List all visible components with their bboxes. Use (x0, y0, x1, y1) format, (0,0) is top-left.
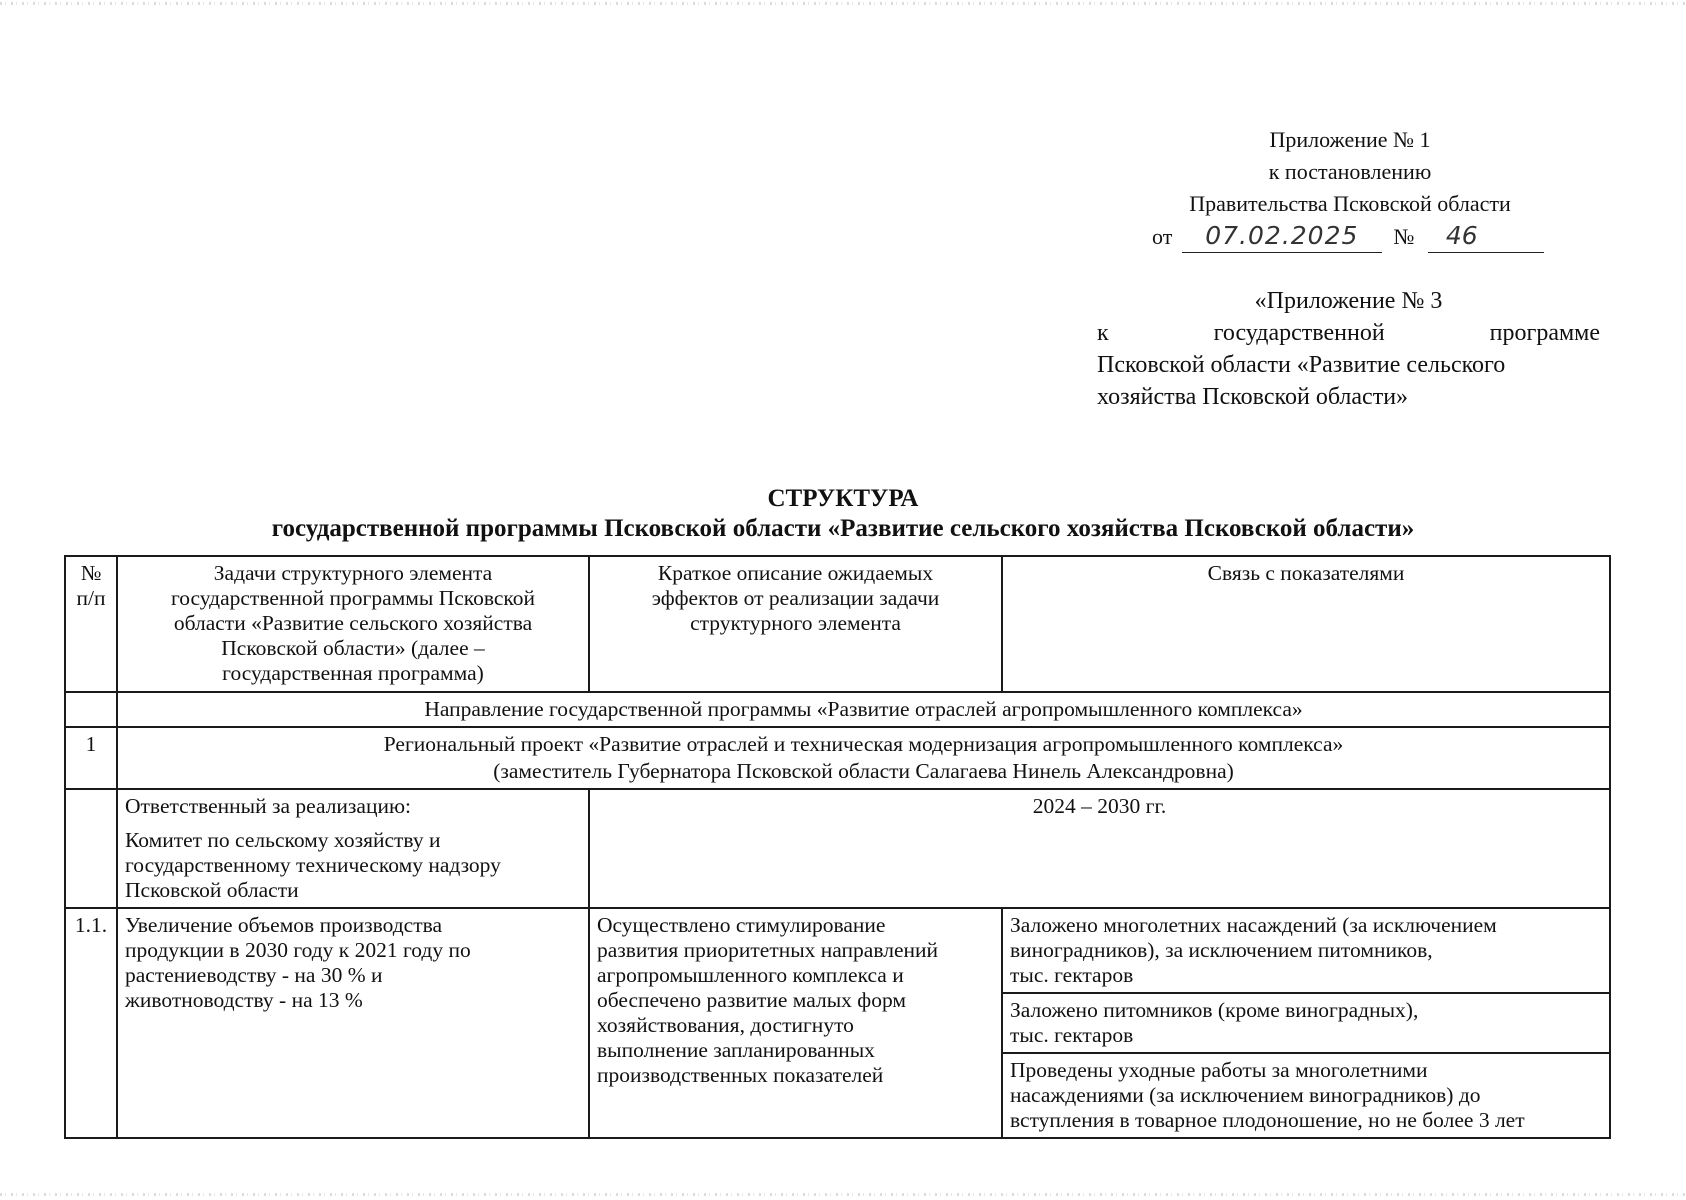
handwritten-number: 46 (1428, 220, 1544, 253)
task-line: продукции в 2030 году к 2021 году по (125, 938, 471, 962)
project-row (65, 727, 1610, 789)
indicator-line: виноградников), за исключением питомников, (1010, 938, 1433, 962)
approval-line-1: Приложение № 1 (1269, 127, 1431, 152)
header-effects-line: структурного элемента (690, 611, 901, 635)
task-line: растениеводству - на 30 % и (125, 963, 383, 987)
header-num-line: № (80, 561, 102, 585)
responsible-cell (117, 789, 589, 908)
scan-edge-top (0, 2, 1686, 5)
task-effect (589, 908, 1002, 1138)
header-num-line: п/п (76, 586, 106, 610)
header-tasks-line: Псковской области» (далее – (221, 636, 485, 660)
effect-line: обеспечено развитие малых форм (597, 988, 906, 1012)
project-number: 1 (65, 727, 117, 789)
scan-edge-bottom (0, 1193, 1686, 1196)
effect-line: развития приоритетных направлений (597, 938, 939, 962)
document-title: СТРУКТУРА (767, 485, 919, 512)
project-title (117, 727, 1610, 789)
approval-line-3: Правительства Псковской области (1189, 191, 1511, 216)
indicator-line: тыс. гектаров (1010, 963, 1134, 987)
project-title-line: Региональный проект «Развитие отраслей и техническая модернизация агропромышленного комплекса» (383, 732, 1344, 756)
task-number: 1.1. (65, 908, 117, 1138)
document-subtitle: государственной программы Псковской области «Развитие сельского хозяйства Псковской области» (271, 515, 1415, 542)
appendix-line-3: Псковской области «Развитие сельского (1097, 352, 1506, 378)
indicator-cell (1002, 908, 1610, 993)
project-curator-line: (заместитель Губернатора Псковской области Салагаева Нинель Александровна) (493, 759, 1234, 783)
appendix-line-4: хозяйства Псковской области» (1097, 384, 1409, 410)
indicator-line: вступления в товарное плодоношение, но не более 3 лет (1010, 1108, 1525, 1132)
indicator-line: тыс. гектаров (1010, 1023, 1134, 1047)
responsible-label: Ответственный за реализацию: (125, 794, 412, 818)
header-num (65, 556, 117, 692)
responsible-line: Псковской области (125, 878, 299, 902)
indicator-cell (1002, 1053, 1610, 1138)
task-line: животноводству - на 13 % (125, 988, 363, 1012)
effect-line: хозяйствования, достигнуто (597, 1013, 854, 1037)
header-effects (589, 556, 1002, 692)
appendix-reference (1097, 285, 1600, 413)
responsible-line: Комитет по сельскому хозяйству и (125, 828, 441, 852)
direction-row (65, 692, 1610, 727)
approval-stamp (1120, 124, 1580, 252)
appendix-line-1: «Приложение № 3 (1254, 288, 1443, 314)
appendix-word-2: государственной (1213, 320, 1385, 346)
task-line: Увеличение объемов производства (125, 913, 443, 937)
effect-line: выполнение запланированных (597, 1038, 875, 1062)
header-effects-line: эффектов от реализации задачи (651, 586, 940, 610)
approval-line-2: к постановлению (1268, 159, 1432, 184)
task-row (65, 908, 1610, 993)
header-tasks-line: государственной программы Псковской (170, 586, 536, 610)
handwritten-date: 07.02.2025 (1182, 220, 1382, 253)
indicator-line: Проведены уходные работы за многолетними (1010, 1058, 1428, 1082)
structure-table (64, 555, 1611, 1139)
table-header-row (65, 556, 1610, 692)
appendix-line-2 (1097, 317, 1600, 349)
header-tasks-line: области «Развитие сельского хозяйства (173, 611, 533, 635)
direction-title: Направление государственной программы «Развитие отраслей агропромышленного комплекса» (117, 692, 1610, 727)
responsible-row (65, 789, 1610, 908)
header-tasks (117, 556, 589, 692)
responsible-line: государственному техническому надзору (125, 853, 501, 877)
header-link: Связь с показателями (1002, 556, 1610, 692)
indicator-line: насаждениями (за исключением виноградников) до (1010, 1083, 1481, 1107)
appendix-word-1: к (1097, 320, 1109, 346)
effect-line: Осуществлено стимулирование (597, 913, 886, 937)
appendix-word-3: программе (1489, 320, 1600, 346)
responsible-period: 2024 – 2030 гг. (589, 789, 1610, 908)
indicator-cell (1002, 993, 1610, 1053)
from-label: от (1152, 224, 1173, 249)
task-description (117, 908, 589, 1138)
header-tasks-line: государственная программа) (222, 661, 484, 685)
header-effects-line: Краткое описание ожидаемых (657, 561, 934, 585)
effect-line: агропромышленного комплекса и (597, 963, 904, 987)
number-label: № (1393, 224, 1415, 249)
effect-line: производственных показателей (597, 1063, 884, 1087)
indicator-line: Заложено питомников (кроме виноградных), (1010, 998, 1419, 1022)
responsible-num-cell (65, 789, 117, 908)
direction-num-cell (65, 692, 117, 727)
header-tasks-line: Задачи структурного элемента (213, 561, 493, 585)
approval-date-line (1120, 220, 1580, 252)
indicator-line: Заложено многолетних насаждений (за исключением (1010, 913, 1497, 937)
